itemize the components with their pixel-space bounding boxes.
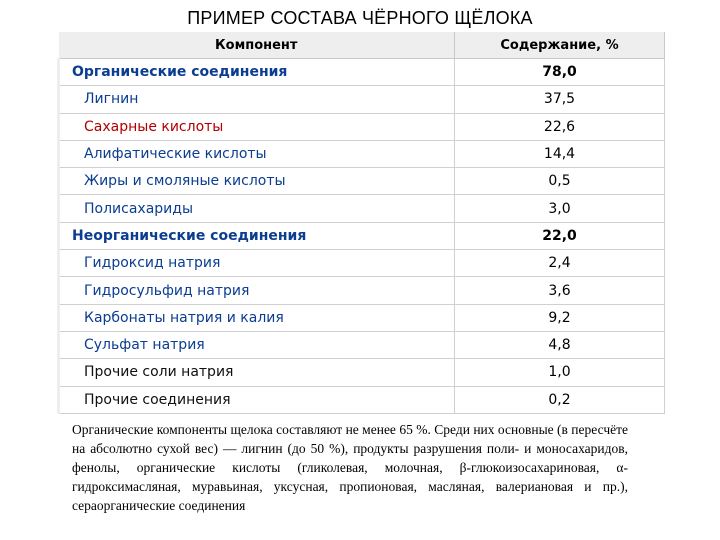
component-label: Алифатические кислоты <box>59 140 455 167</box>
component-label: Сульфат натрия <box>59 331 455 358</box>
content-value: 0,5 <box>455 168 665 195</box>
table-row <box>59 113 665 140</box>
component-label: Прочие соединения <box>59 386 455 413</box>
table-row <box>59 386 665 413</box>
header-content: Содержание, % <box>455 32 665 59</box>
table-row <box>59 277 665 304</box>
group-label: Неорганические соединения <box>59 222 455 249</box>
table-row <box>59 222 665 249</box>
page-title: ПРИМЕР СОСТАВА ЧЁРНОГО ЩЁЛОКА <box>187 8 533 28</box>
content-value: 78,0 <box>455 59 665 86</box>
component-label: Лигнин <box>59 86 455 113</box>
composition-table <box>57 32 665 414</box>
table-row <box>59 86 665 113</box>
table-row <box>59 304 665 331</box>
content-value: 3,0 <box>455 195 665 222</box>
content-value: 22,6 <box>455 113 665 140</box>
table-row <box>59 195 665 222</box>
content-value: 22,0 <box>455 222 665 249</box>
content-value: 14,4 <box>455 140 665 167</box>
table-row <box>59 250 665 277</box>
table-row <box>59 140 665 167</box>
component-label: Сахарные кислоты <box>59 113 455 140</box>
component-label: Прочие соли натрия <box>59 359 455 386</box>
content-value: 9,2 <box>455 304 665 331</box>
content-value: 2,4 <box>455 250 665 277</box>
content-value: 4,8 <box>455 331 665 358</box>
table-body <box>59 59 665 414</box>
table-row <box>59 331 665 358</box>
composition-table-container <box>57 32 663 414</box>
component-label: Гидросульфид натрия <box>59 277 455 304</box>
header-component: Компонент <box>59 32 455 59</box>
table-row <box>59 59 665 86</box>
table-row <box>59 359 665 386</box>
content-value: 37,5 <box>455 86 665 113</box>
description-paragraph: Органические компоненты щелока составляют не менее 65 %. Среди них основные (в пересчёте на абсолютно сухой вес) — лигнин (до 50 %), продукты разрушения поли- и моносахаридов, фенолы, органические кислоты (гликолевая, молочная, β-глюкоизосахариновая, α-гидроксимасляная, муравьиная, уксусная, пропионовая, масляная, валериановая и пр.), сераорганические соединения <box>72 422 628 513</box>
component-label: Полисахариды <box>59 195 455 222</box>
table-row <box>59 168 665 195</box>
content-value: 0,2 <box>455 386 665 413</box>
component-label: Карбонаты натрия и калия <box>59 304 455 331</box>
content-value: 3,6 <box>455 277 665 304</box>
group-label: Органические соединения <box>59 59 455 86</box>
table-header-row <box>59 32 665 59</box>
component-label: Жиры и смоляные кислоты <box>59 168 455 195</box>
content-value: 1,0 <box>455 359 665 386</box>
component-label: Гидроксид натрия <box>59 250 455 277</box>
